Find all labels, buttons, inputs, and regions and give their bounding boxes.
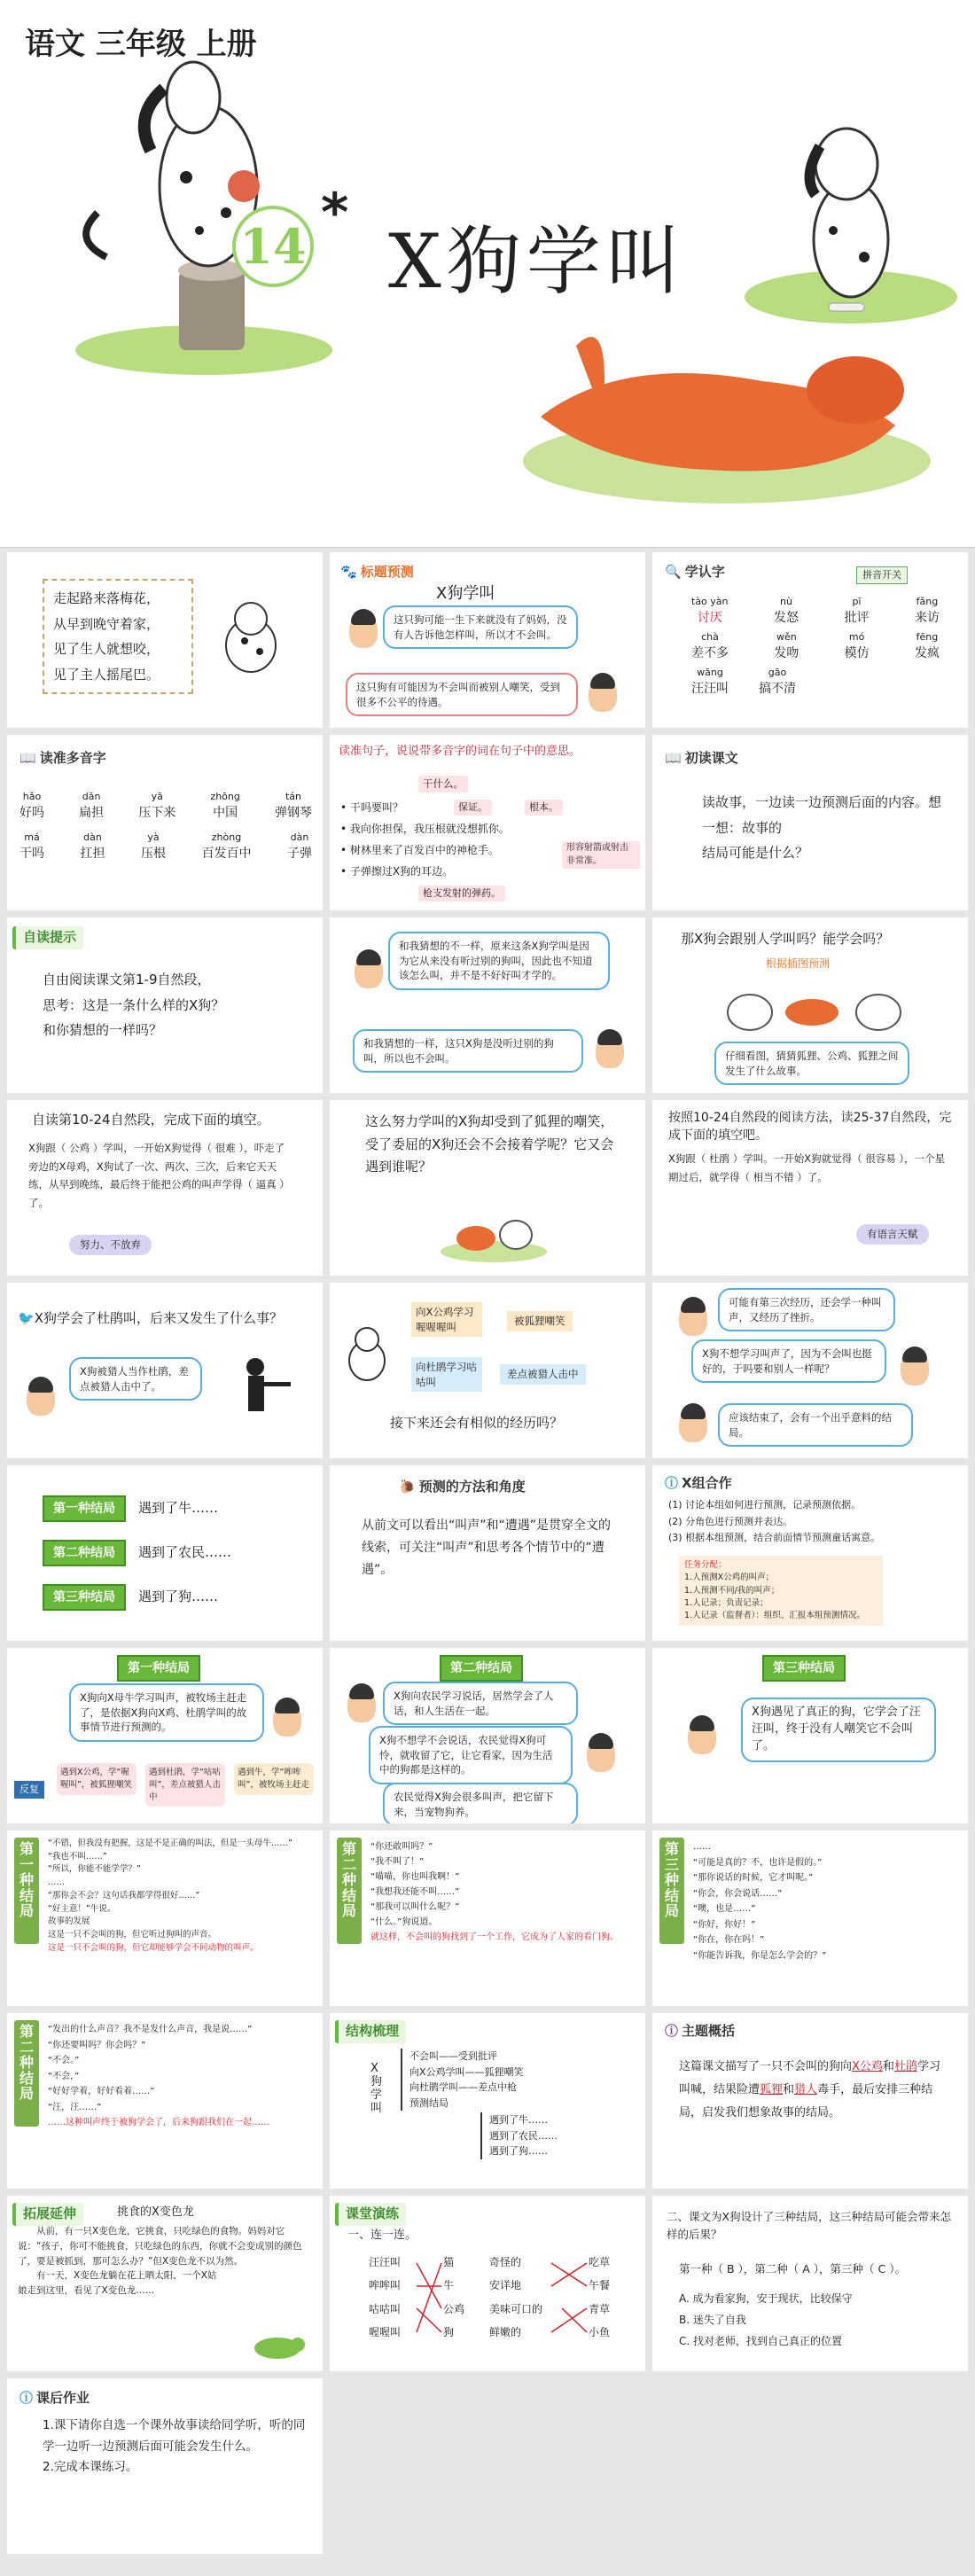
slide-learn-chars[interactable] — [652, 552, 968, 728]
answer-tag: 努力、不放弃 — [69, 1235, 152, 1255]
homework-text: 1.课下请你自选一个课外故事读给同学听，听的同学一边听一边预测后面可能会发生什么。 2.完成本课练习。 — [43, 2418, 306, 2475]
poem-line: 见了生人就想咬， — [53, 641, 160, 657]
slide-heading: 读准句子，说说带多音字的词在句子中的意思。 — [339, 745, 581, 758]
answer-bubble: 和我猜想的一样，这只X狗是没听过别的狗叫，所以也不会叫。 — [353, 1029, 583, 1073]
slide-question: 🐦X狗学会了杜鹃叫，后来又发生了什么事？ — [18, 1310, 283, 1326]
student-avatar — [679, 1407, 707, 1442]
section-tag: 第二种结局 — [440, 1655, 523, 1682]
slide-body: 读故事，一边读一边预测后面的内容。想一想：故事的 结局可能是什么？ — [702, 794, 942, 861]
student-avatar — [589, 676, 617, 712]
section-tag: ⓘ X组合作 — [658, 1472, 739, 1495]
student-avatar — [688, 1719, 716, 1754]
puppy-illustration — [211, 597, 291, 676]
info-icon: ⓘ — [665, 2023, 679, 2039]
vertical-tag: 第二种结局 — [14, 2020, 39, 2127]
story-text: …… “可能是真的？不，也许是假的。” “那你说话的时候，它才叫呢。” “你会，你会说话……” “噢，也是……” “你好，你好！” “你在，你在吗！” “你能告诉我，你是怎么学会的？” — [693, 1842, 827, 1961]
structure-title: X狗学叫 — [370, 2062, 383, 2115]
snail-icon: 🐌 — [399, 1479, 416, 1495]
practice-subtitle: 一、连一连。 — [347, 2229, 417, 2242]
ending-row: 第三种结局 遇到了狗…… — [43, 1584, 218, 1611]
dog-icon — [340, 1323, 394, 1386]
ending-card: 遇到杜鹃，学“咕咕叫”，差点被猎人击中 — [145, 1763, 225, 1807]
slide-ending-one[interactable] — [7, 1648, 323, 1823]
answer-bubble: X狗向X母牛学习叫声，被牧场主赶走了，是依据X狗向X鸡、杜鹃学叫的故事情节进行预测的。 — [69, 1683, 264, 1742]
meaning-note: 形容射箭或射击非常准。 — [562, 841, 640, 869]
meaning-note: 枪支发射的弹药。 — [418, 886, 505, 902]
info-icon: ⓘ — [20, 2390, 34, 2406]
slide-after-cuckoo[interactable] — [7, 1283, 323, 1458]
task-list: (1) 讨论本组如何进行预测，记录预测依据。 (2) 分角色进行预测并表达。 (3) 根据本组预测，结合前面情节预测童话寓意。 — [668, 1499, 881, 1544]
hunter-icon — [229, 1354, 291, 1425]
match-col-left: 汪汪叫 哞哞叫 咕咕叫 喔喔叫 — [369, 2256, 402, 2339]
ending-row: 第一种结局 遇到了牛…… — [43, 1495, 218, 1522]
vertical-tag: 第三种结局 — [659, 1838, 684, 1944]
section-tag: 课堂演练 — [335, 2203, 406, 2226]
story-text: “不错，但我没有把握，这是不是正确的叫法，但是一头母牛……” “我也不叫……” “所以，你能不能学学？” …… “那你会不会？这句话我都学得很好……” “好主意！”牛说。 故事的发展 这是一只不会叫的狗，但它听过狗叫的声音。 这是一只不会叫的狗，但它却能够学会不同动物的叫声。 — [48, 1838, 292, 1953]
book-icon: 📖 — [20, 750, 36, 766]
slide-fill-blanks-1[interactable] — [7, 1100, 323, 1276]
slide-riddle[interactable] — [7, 552, 323, 728]
section-tag: ⓘ 课后作业 — [12, 2387, 97, 2410]
slide-homework[interactable] — [7, 2378, 323, 2554]
slide-third-time[interactable] — [652, 1283, 968, 1458]
answer-bubble: 和我猜想的不一样，原来这条X狗学叫是因为它从来没有听过别的狗叫，因此也不知道该怎么叫，并不是不好好叫才学的。 — [388, 932, 610, 990]
vertical-tag: 第一种结局 — [14, 1838, 39, 1944]
polyphonic-grid: hǎo 好吗 dān 扁担 yā 压下来 zhōng 中国 tán 弹钢琴 má 干吗 dàn 扛担 yà 压根 zhòng 百发百中 dàn 子弹 — [20, 791, 312, 862]
slide-text-ending-one[interactable] — [7, 1831, 323, 2006]
answer-tag: 有语言天赋 — [856, 1224, 929, 1245]
fill-blank-text: X狗跟（ 公鸡 ）学叫，一开始X狗觉得（ 很难 ），吓走了旁边的X母鸡，X狗试了一次、两次、三次，后来它天天练，从早到晚练，最后终于能把公鸡的叫声学得（ 逼真 ）了。 — [28, 1142, 290, 1210]
story-text: “发出的什么声音？我不是发什么声音，我是说……” “你还要叫吗？你会吗？” “不会。” “不会，” “好好学着，好好看着……” “汪，汪……” ……这种叫声终于被狗学会了，后来狗跟我们在一起…… — [48, 2025, 269, 2127]
student-avatar — [273, 1701, 301, 1737]
student-avatar — [347, 1687, 376, 1722]
book-icon: 📖 — [665, 750, 682, 766]
prediction-bubble: 这只狗有可能因为不会叫而被别人嘲笑，受到很多不公平的待遇。 — [346, 673, 578, 716]
structure-tree: 不会叫——受到批评 向X公鸡学叫——狐狸嘲笑 向杜鹃学叫——差点中枪 预测结局 — [401, 2049, 524, 2111]
slide-ending-two[interactable] — [330, 1648, 645, 1823]
slide-heading: 自读第10-24自然段，完成下面的填空。 — [32, 1112, 270, 1128]
bird-icon: 🐦 — [18, 1310, 35, 1326]
student-avatar — [901, 1350, 929, 1386]
meaning-note: 干什么。 — [418, 776, 468, 792]
match-col-left2: 奇怪的 安详地 美味可口的 鲜嫩的 — [489, 2256, 543, 2339]
slide-body: 从前文可以看出“叫声”和“遭遇”是贯穿全文的线索，可关注“叫声”和思考各个情节中的“遭遇”。 — [362, 1518, 612, 1578]
magnifier-icon: 🔍 — [665, 564, 682, 580]
ending-card: 遇到X公鸡，学“喔喔叫”，被狐狸嘲笑 — [57, 1763, 136, 1795]
cover-slide[interactable] — [0, 0, 975, 548]
theme-text: 这篇课文描写了一只不会叫的狗向X公鸡和杜鹃学习叫喊，结果险遭狐狸和猎人毒手，最后安排三种结局，启发我们想象故事的结局。 — [679, 2060, 940, 2119]
student-avatar — [587, 1737, 615, 1772]
answer-bubble: 可能有第三次经历，还会学一种叫声，又经历了挫折。 — [718, 1288, 895, 1331]
self-study-star: * — [321, 182, 349, 244]
slide-fill-blanks-2[interactable] — [652, 1100, 968, 1276]
match-col-mid: 猫 牛 公鸡 狗 — [443, 2256, 465, 2339]
section-tag: 📖 初读课文 — [658, 747, 745, 770]
slide-sentences[interactable] — [330, 735, 645, 910]
pinyin-toggle-button[interactable]: 拼音开关 — [856, 566, 908, 584]
answer-bubble: 农民觉得X狗会很多叫声，把它留下来，当宠物狗养。 — [383, 1783, 578, 1823]
experience-box: 向杜鹃学习咕咕叫 — [411, 1357, 482, 1392]
slide-predict-method[interactable] — [330, 1465, 645, 1641]
meaning-note: 根本。 — [525, 800, 563, 816]
experience-box: 差点被猎人击中 — [500, 1364, 586, 1385]
slide-question: 接下来还会有相似的经历吗？ — [390, 1415, 564, 1431]
sentence-item: • 树林里来了百发百中的神枪手。 — [340, 844, 499, 856]
section-tag: 🔍 学认字 — [658, 561, 732, 584]
poem-line: 走起路来落梅花， — [53, 590, 160, 606]
meaning-note: 保证。 — [454, 800, 492, 816]
section-tag: 拓展延伸 — [12, 2203, 83, 2226]
slide-question: 那X狗会跟别人学叫吗？能学会吗？ — [681, 931, 890, 947]
slide-body: 这么努力学叫的X狗却受到了狐狸的嘲笑，受了委屈的X狗还会不会接着学呢？它又会遇到谁呢？ — [365, 1113, 614, 1175]
sentence-item: • 我向你担保，我压根就没想抓你。 — [340, 823, 510, 835]
slide-reading-tips[interactable] — [7, 917, 323, 1093]
chameleon-icon — [246, 2329, 308, 2364]
answer-bubble: 应该结束了，会有一个出乎意料的结局。 — [718, 1403, 913, 1447]
answer-bubble: X狗不想学习叫声了，因为不会叫也挺好的，于吗要和别人一样呢？ — [691, 1339, 886, 1383]
slide-practice[interactable] — [330, 2196, 645, 2371]
section-tag: 📖 读准多音字 — [12, 747, 113, 770]
ending-card: 遇到牛，学“哞哞叫”，被牧场主赶走 — [234, 1763, 314, 1795]
paw-icon: 🐾 — [340, 564, 357, 580]
story-title: 挑食的X变色龙 — [117, 2205, 194, 2219]
sentence-item: • 子弹擦过X狗的耳边。 — [340, 865, 454, 878]
student-avatar — [679, 1300, 707, 1336]
slide-title-predict[interactable] — [330, 552, 645, 728]
slide-picture-predict[interactable] — [652, 917, 968, 1093]
story-text: “你还敢叫吗？” “我不叫了！” “喵喵，你也叫我啊！” “我想我还能不叫……” “那我可以叫什么呢？” “什么。”狗说道。 就这样，不会叫的狗找到了一个工作，它成为了人家的看门狗。 — [370, 1842, 619, 1942]
slide-first-reading[interactable] — [652, 735, 968, 910]
story-illustration — [706, 972, 918, 1034]
section-tag: 第一种结局 — [117, 1655, 200, 1682]
slide-extension[interactable] — [7, 2196, 323, 2371]
slide-compare-guess[interactable] — [330, 917, 645, 1093]
section-tag: 🐾 标题预测 — [333, 561, 421, 584]
answer-line: 第一种（ B ），第二种（ A ），第三种（ C ）。 — [679, 2262, 906, 2275]
hint-bubble: 仔细看图，猜猜狐狸、公鸡、狐狸之间发生了什么故事。 — [714, 1042, 909, 1085]
repeat-label: 反复 — [14, 1781, 44, 1799]
story-text: 从前，有一只X变色龙，它挑食，只吃绿色的食物。妈妈对它说：“孩子，你可不能挑食，只吃绿色的东西，你就不会变成别的颜色了，要是被抓到，那可怎么办？”但X变色龙不以为然。 有一天，X变色龙躺在花上晒太阳，一个X姑娘走到这里，看见了X变色龙…… — [18, 2226, 302, 2297]
slide-polyphonic[interactable] — [7, 735, 323, 910]
riddle-box — [43, 579, 193, 694]
slide-ending-three[interactable] — [652, 1648, 968, 1823]
slide-body: 自由阅读课文第1-9自然段， 思考：这是一条什么样的X狗？ 和你猜想的一样吗？ — [43, 972, 225, 1038]
student-avatar — [27, 1380, 55, 1416]
option-list: A. 成为看家狗，安于现状，比较保守 B. 迷失了自我 C. 找对老师，找到自己真正的位置 — [679, 2292, 853, 2347]
subject-label: 语文 三年级 上册 — [25, 27, 257, 62]
match-col-right: 吃草 午餐 青草 小鱼 — [589, 2256, 611, 2339]
slide-mocked[interactable] — [330, 1100, 645, 1276]
student-avatar — [596, 1033, 624, 1068]
answer-bubble: X狗被猎人当作杜鹃，差点被猎人击中了。 — [69, 1357, 202, 1401]
fill-blank-text: X狗跟（ 杜鹃 ）学叫。一开始X狗就觉得（ 很容易 ），一个星期过后，就学得（ 相当不错 ）了。 — [668, 1152, 946, 1183]
slide-question: 二、课文为X狗设计了三种结局，这三种结局可能会带来怎样的后果？ — [667, 2210, 952, 2241]
slide-heading: 按照10-24自然段的阅读方法，读25-37自然段，完成下面的填空吧。 — [668, 1111, 952, 1144]
info-icon: ⓘ — [665, 1475, 679, 1491]
slide-text-ending-three[interactable] — [652, 1831, 968, 2006]
experience-box: 向X公鸡学习喔喔喔叫 — [411, 1302, 482, 1337]
slide-heading: X狗学叫 — [436, 584, 495, 603]
section-tag: 结构梳理 — [335, 2020, 406, 2043]
slide-endings-list[interactable] — [7, 1465, 323, 1641]
sentence-item: • 干吗要叫？ — [340, 801, 403, 814]
section-tag: 🐌 预测的方法和角度 — [392, 1476, 533, 1499]
slide-structure[interactable] — [330, 2013, 645, 2189]
section-tag: 自读提示 — [12, 926, 83, 949]
student-avatar — [349, 613, 378, 648]
slide-theme[interactable] — [652, 2013, 968, 2189]
answer-bubble: X狗不想学不会说话，农民觉得X狗可怜，就收留了它，让它看家，因为生活中的狗都是这样的。 — [369, 1726, 573, 1784]
char-grid: tào yàn 讨厌 nù 发怒 pī 批评 fǎng 来访 chà 差不多 wěn 发吻 mó 模仿 fēng 发疯 wāng 汪汪叫 gāo 搞不清 — [691, 596, 940, 697]
slide-text-ending-two-b[interactable] — [7, 2013, 323, 2189]
fox-dog-illustration — [436, 1203, 551, 1265]
ending-row: 第二种结局 遇到了农民…… — [43, 1540, 231, 1566]
poem-line: 从早到晚守着家， — [53, 615, 160, 632]
task-box: 任务分配： 1.人预测X公鸡的叫声； 1.人预测不同/我的叫声； 1.人记录；负责记录； 1.人记录（监督者）：组织、汇报本组预测情况。 — [679, 1556, 883, 1626]
section-tag: ⓘ 主题概括 — [658, 2020, 742, 2043]
lesson-number: 14 — [232, 206, 314, 287]
answer-bubble: X狗向农民学习说话，居然学会了人话，和人生活在一起。 — [383, 1682, 578, 1725]
experience-box: 被狐狸嘲笑 — [507, 1311, 573, 1331]
slide-consequences[interactable] — [652, 2196, 968, 2371]
slide-text-ending-two[interactable] — [330, 1831, 645, 2006]
caption: 根据插图预测 — [766, 957, 831, 970]
prediction-bubble: 这只狗可能一生下来就没有了妈妈，没有人告诉他怎样叫，所以才不会叫。 — [383, 605, 578, 649]
section-tag: 第三种结局 — [762, 1655, 846, 1682]
lesson-title: X狗学叫 — [388, 218, 686, 305]
student-avatar — [355, 953, 383, 988]
answer-bubble: X狗遇见了真正的狗，它学会了汪汪叫，终于没有人嘲笑它不会叫了。 — [741, 1698, 936, 1762]
vertical-tag: 第二种结局 — [337, 1838, 362, 1944]
poem-line: 见了主人摇尾巴。 — [53, 666, 160, 683]
slide-group-work[interactable] — [652, 1465, 968, 1641]
slide-experiences[interactable] — [330, 1283, 645, 1458]
structure-branch: 遇到了牛…… 遇到了农民…… 遇到了狗…… — [480, 2112, 558, 2159]
